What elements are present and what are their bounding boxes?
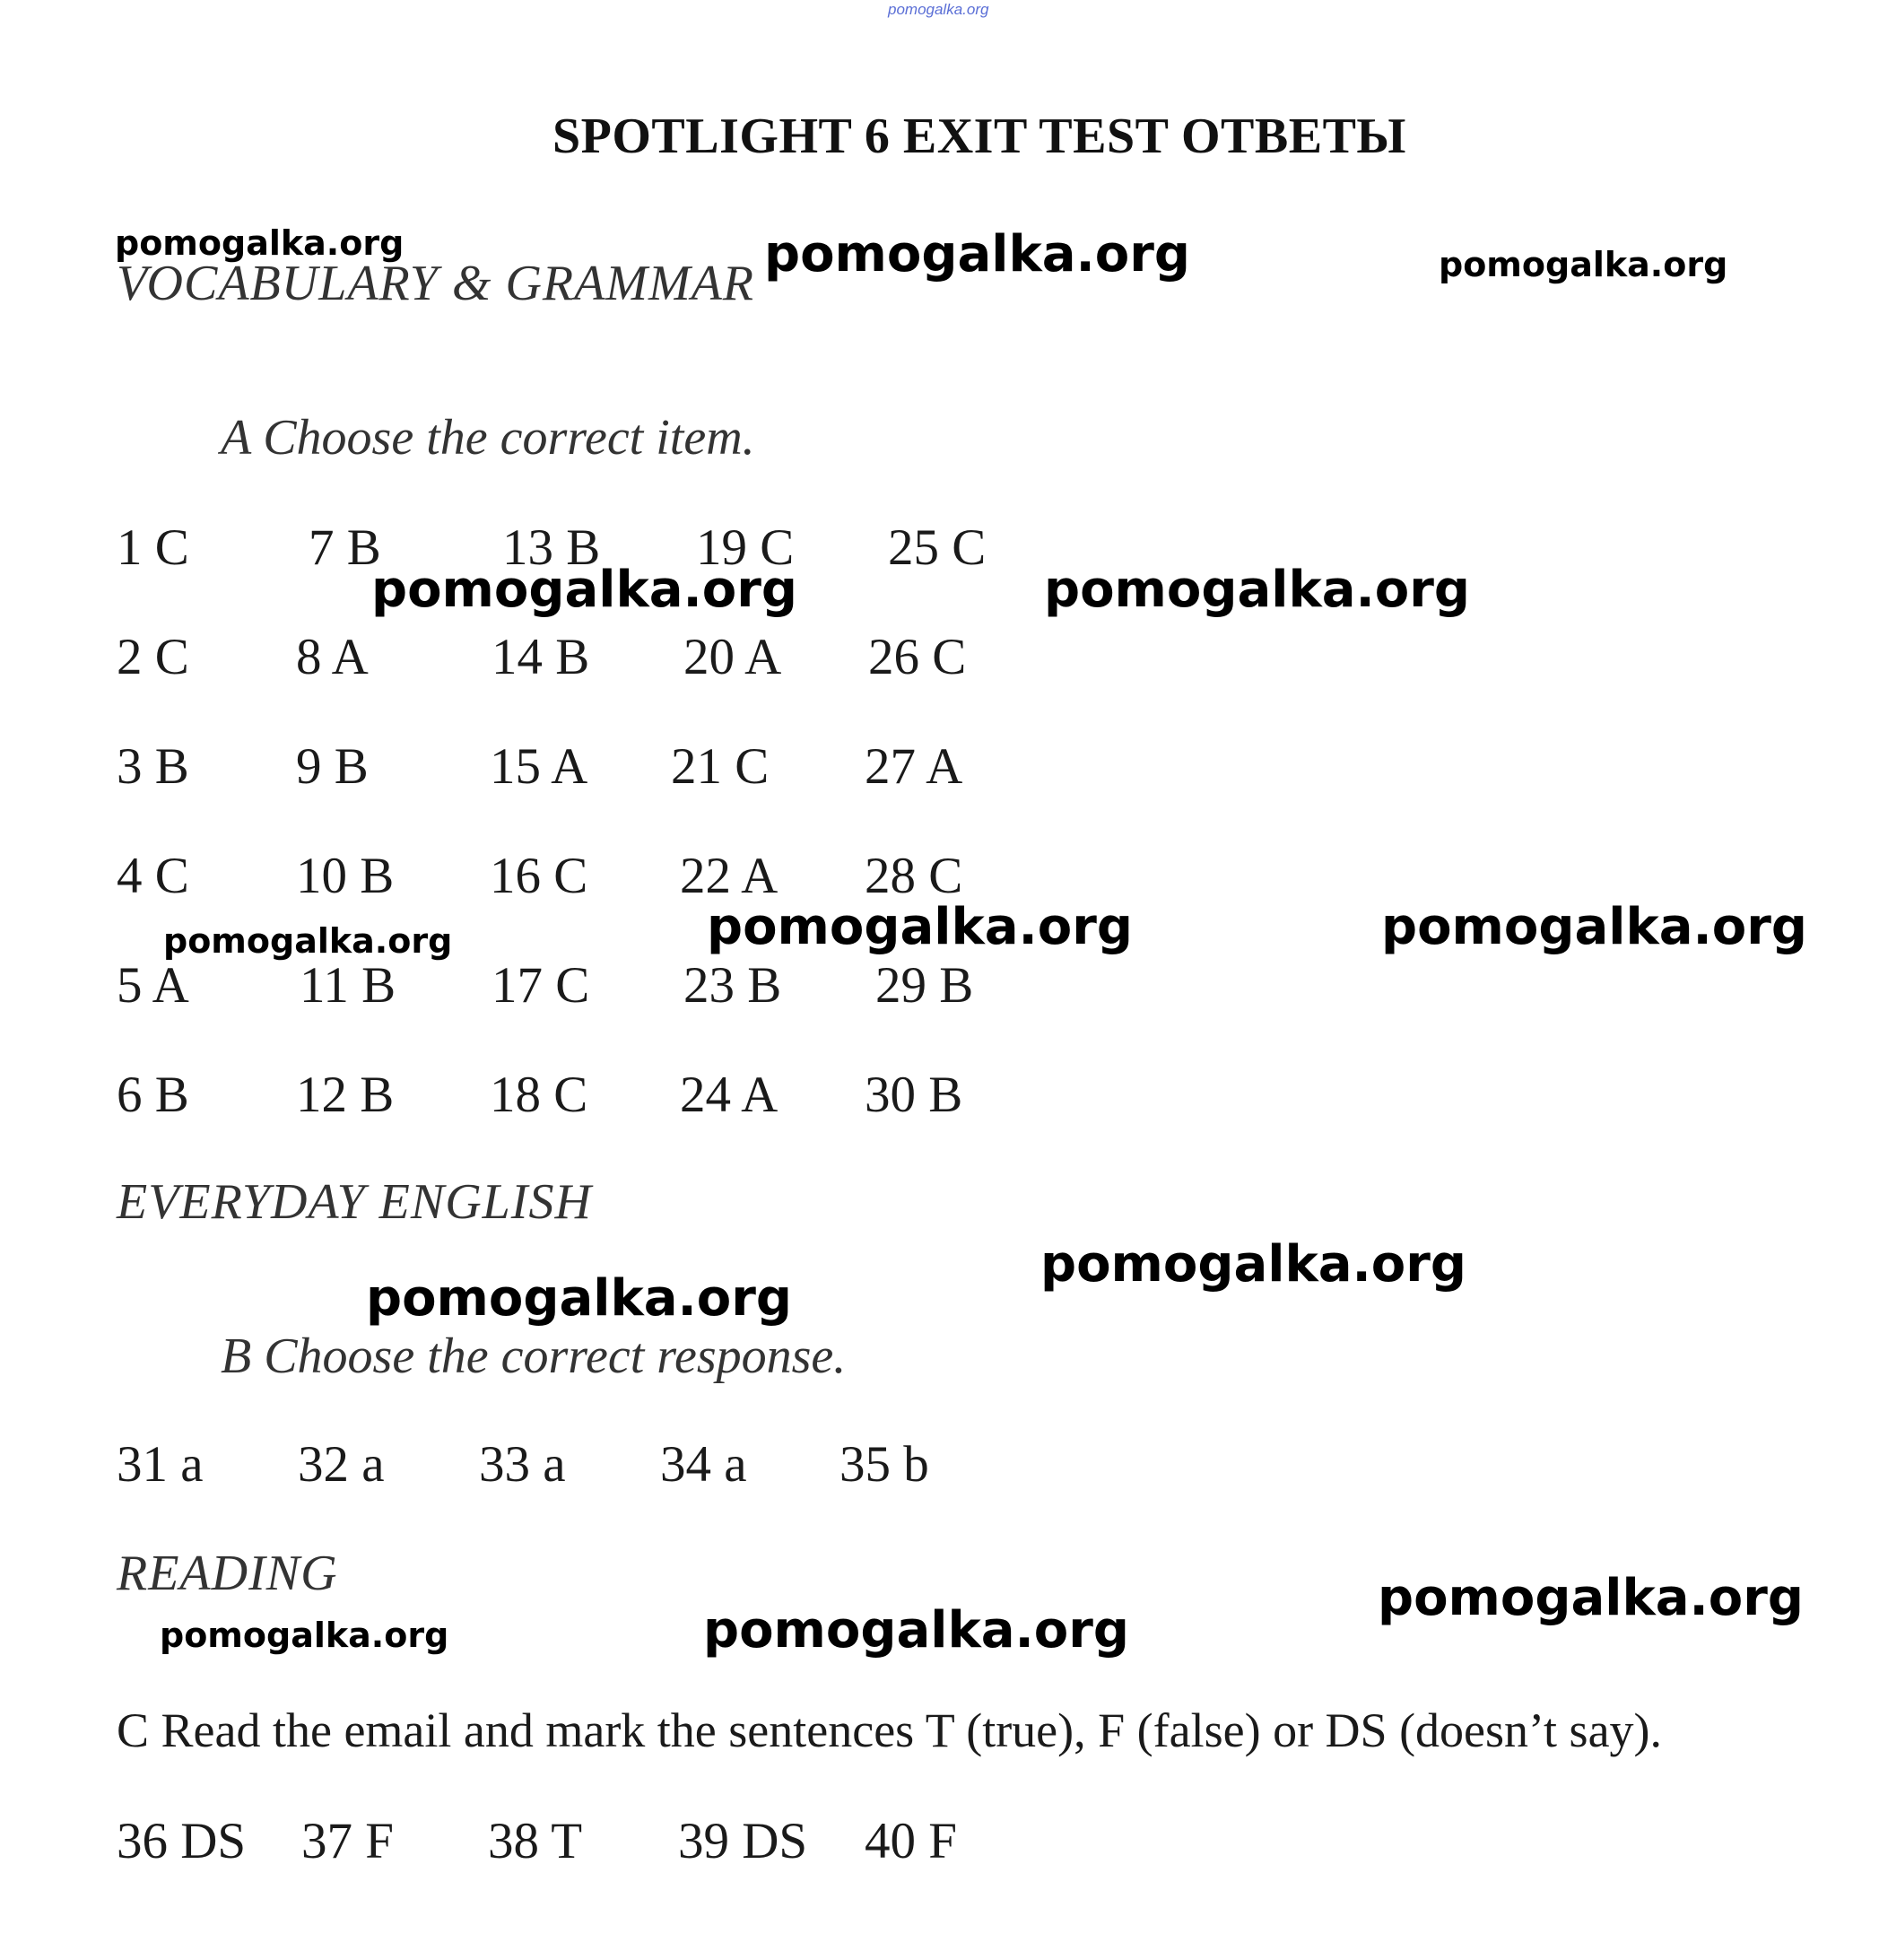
answer-cell: 26 C <box>868 629 967 685</box>
watermark: pomogalka.org <box>1044 561 1470 619</box>
answer-cell: 7 B <box>309 519 381 576</box>
answer-cell: 30 B <box>865 1067 963 1123</box>
answer-cell: 18 C <box>490 1067 588 1123</box>
top-watermark: pomogalka.org <box>888 1 989 18</box>
answer-cell: 17 C <box>491 957 590 1014</box>
watermark: pomogalka.org <box>371 561 797 619</box>
answer-cell: 10 B <box>296 848 395 904</box>
answer-cell: 2 C <box>117 629 189 685</box>
answer-cell: 12 B <box>296 1067 395 1123</box>
watermark: pomogalka.org <box>1439 245 1728 284</box>
answer-cell: 19 C <box>696 519 795 576</box>
answer-cell: 33 a <box>479 1436 566 1493</box>
answer-cell: 4 C <box>117 848 189 904</box>
watermark: pomogalka.org <box>707 898 1133 956</box>
answer-cell: 25 C <box>888 519 987 576</box>
answer-cell: 39 DS <box>678 1813 808 1869</box>
watermark: pomogalka.org <box>163 921 453 961</box>
answer-cell: 40 F <box>865 1813 957 1869</box>
answer-cell: 6 B <box>117 1067 189 1123</box>
answer-cell: 20 A <box>683 629 782 685</box>
answer-cell: 21 C <box>671 738 770 795</box>
answer-cell: 11 B <box>300 957 396 1014</box>
everyday-english-heading: EVERYDAY ENGLISH <box>117 1174 592 1230</box>
vocabulary-heading: VOCABULARY & GRAMMAR <box>117 256 755 311</box>
answer-cell: 16 C <box>490 848 588 904</box>
reading-instruction: C Read the email and mark the sentences T (true), F (false) or DS (doesn’t say). <box>117 1703 1663 1757</box>
vocabulary-instruction: A Choose the correct item. <box>221 410 755 466</box>
watermark: pomogalka.org <box>160 1616 449 1655</box>
answer-cell: 37 F <box>301 1813 394 1869</box>
answer-cell: 22 A <box>680 848 779 904</box>
answer-cell: 1 C <box>117 519 189 576</box>
answer-cell: 13 B <box>502 519 601 576</box>
answer-cell: 29 B <box>875 957 974 1014</box>
watermark: pomogalka.org <box>1381 898 1807 956</box>
watermark: pomogalka.org <box>1378 1569 1804 1627</box>
watermark: pomogalka.org <box>764 225 1190 283</box>
answer-cell: 3 B <box>117 738 189 795</box>
answer-cell: 34 a <box>660 1436 747 1493</box>
answer-cell: 24 A <box>680 1067 779 1123</box>
answer-cell: 15 A <box>490 738 588 795</box>
watermark: pomogalka.org <box>366 1269 792 1328</box>
answer-cell: 38 T <box>488 1813 583 1869</box>
answer-cell: 27 A <box>865 738 963 795</box>
answer-cell: 14 B <box>491 629 590 685</box>
page-title: SPOTLIGHT 6 EXIT TEST ОТВЕТЫ <box>552 109 1406 164</box>
answer-cell: 35 b <box>839 1436 929 1493</box>
watermark: pomogalka.org <box>1040 1235 1466 1294</box>
answer-cell: 28 C <box>865 848 963 904</box>
watermark: pomogalka.org <box>115 223 405 263</box>
answer-cell: 8 A <box>296 629 369 685</box>
reading-heading: READING <box>117 1546 338 1601</box>
everyday-english-instruction: B Choose the correct response. <box>221 1328 847 1384</box>
watermark: pomogalka.org <box>703 1601 1129 1659</box>
answer-cell: 5 A <box>117 957 189 1014</box>
answer-cell: 31 a <box>117 1436 204 1493</box>
answer-cell: 36 DS <box>117 1813 247 1869</box>
answer-cell: 32 a <box>298 1436 385 1493</box>
answer-cell: 9 B <box>296 738 369 795</box>
answer-cell: 23 B <box>683 957 782 1014</box>
